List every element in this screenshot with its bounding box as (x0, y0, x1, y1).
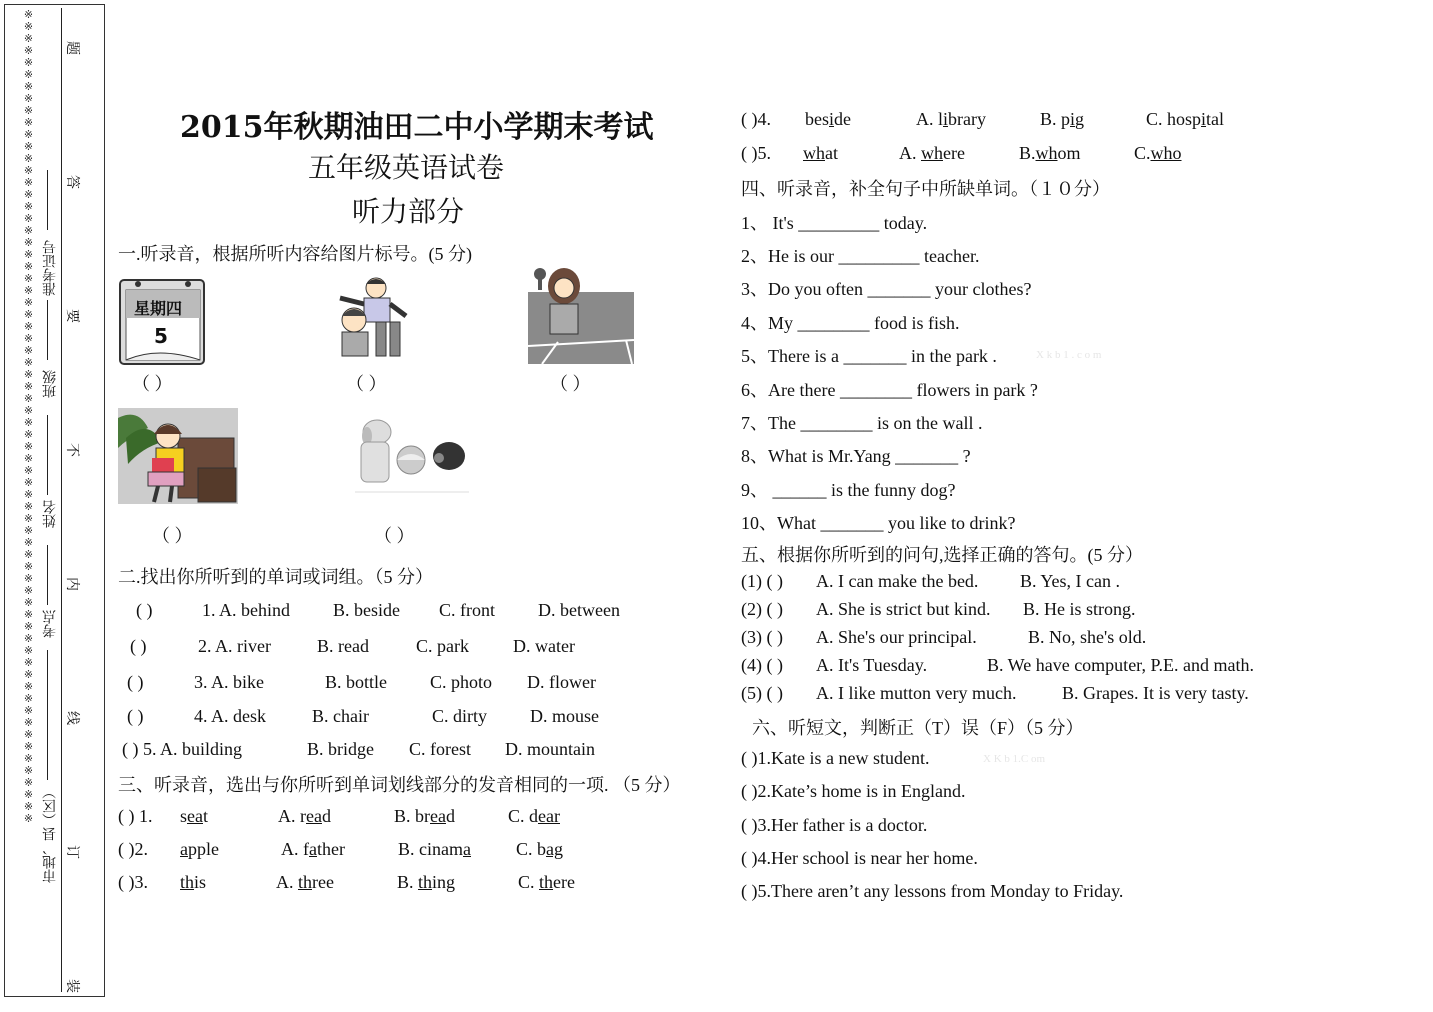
s5-row5-num[interactable]: (5) ( ) (741, 683, 783, 703)
s5-row2-a: A. She is strict but kind. (816, 599, 991, 619)
s2-row1-a: 1. A. behind (202, 600, 290, 620)
field-line (47, 650, 48, 780)
s3-row3-word: this (180, 872, 207, 892)
s2-row5-d: D. mountain (505, 739, 595, 759)
seal-word: 线 (64, 711, 80, 725)
answer-paren[interactable]: （ ） (346, 374, 387, 394)
s5-row3-a: A. She's our principal. (816, 627, 977, 647)
seal-word: 内 (64, 577, 80, 591)
s2-row1-d: D. between (538, 600, 620, 620)
watermark: X K b 1.C om (983, 753, 1046, 765)
s2-row3-b: B. bottle (325, 672, 387, 692)
s3-row3-a: A. three (276, 872, 334, 892)
s6-line: ( )5.There aren’t any lessons from Monday to Friday. (741, 881, 1124, 901)
s2-row5-a[interactable]: ( ) 5. A. building (122, 739, 242, 759)
s2-row3-c: C. photo (430, 672, 493, 692)
s3-row5-b: B.whom (1019, 143, 1081, 163)
s2-row3-d: D. flower (527, 672, 596, 692)
s4-line: 7、The ________ is on the wall . (741, 413, 983, 433)
s3-row1-paren[interactable]: ( ) 1. (118, 806, 153, 826)
field-name: 姓名 (42, 500, 58, 528)
s2-row4-b: B. chair (312, 706, 369, 726)
seal-word: 装 (64, 979, 80, 993)
s2-row2-paren[interactable]: ( ) (130, 636, 147, 656)
s3-row4-a: A. library (916, 109, 986, 129)
s6-line: ( )4.Her school is near her home. (741, 848, 978, 868)
watermark: X k b 1 . c o m (1036, 349, 1102, 361)
s6-line: ( )2.Kate’s home is in England. (741, 781, 966, 801)
s6-line: ( )3.Her father is a doctor. (741, 815, 928, 835)
seal-word: 答 (64, 175, 80, 189)
s3-row5-a: A. where (899, 143, 965, 163)
s3-row5-word: what (803, 143, 838, 163)
s3-row1-a: A. read (278, 806, 331, 826)
s5-row3-b: B. No, she's old. (1028, 627, 1147, 647)
s5-row1-a: A. I can make the bed. (816, 571, 979, 591)
s3-row2-c: C. bag (516, 839, 564, 859)
s5-row5-b: B. Grapes. It is very tasty. (1062, 683, 1249, 703)
s4-line: 6、Are there ________ flowers in park ? (741, 380, 1038, 400)
answer-paren[interactable]: （ ） (374, 526, 415, 546)
s3-row1-b: B. bread (394, 806, 455, 826)
s2-row1-c: C. front (439, 600, 495, 620)
s3-row4-paren[interactable]: ( )4. (741, 109, 771, 129)
s3-row4-b: B. pig (1040, 109, 1085, 129)
s2-row4-d: D. mouse (530, 706, 599, 726)
section6-heading: 六、听短文，判断正（T）误（F）（5 分） (752, 718, 1084, 738)
field-line (47, 170, 48, 230)
s2-row2-b: B. read (317, 636, 369, 656)
s3-row3-b: B. thing (397, 872, 456, 892)
field-exam-site: 考点 (42, 610, 58, 638)
s3-row5-paren[interactable]: ( )5. (741, 143, 771, 163)
field-line (47, 300, 48, 360)
exam-title: 2015年秋期油田二中小学期末考试 (180, 110, 654, 145)
section5-heading: 五、根据你所听到的问句,选择正确的答句。(5 分） (741, 545, 1143, 565)
s5-row4-num[interactable]: (4) ( ) (741, 655, 783, 675)
seal-word: 订 (64, 845, 80, 859)
section4-heading: 四、听录音，补全句子中所缺单词。（１０分） (741, 179, 1110, 199)
s4-line: 5、There is a _______ in the park . (741, 346, 997, 366)
kungfu-picture (330, 276, 410, 360)
s2-row2-d: D. water (513, 636, 575, 656)
pingpong-picture (528, 266, 634, 364)
s2-row2-c: C. park (416, 636, 469, 656)
answer-paren[interactable]: （ ） (132, 374, 173, 394)
s4-line: 2、He is our _________ teacher. (741, 246, 980, 266)
s2-row3-paren[interactable]: ( ) (127, 672, 144, 692)
s2-row1-b: B. beside (333, 600, 400, 620)
s3-row1-word: seat (180, 806, 209, 826)
s3-row4-word: beside (805, 109, 852, 129)
field-city: 市地、县（区） (42, 785, 58, 883)
answer-paren[interactable]: （ ） (152, 526, 193, 546)
seal-word: 题 (64, 41, 80, 55)
dog-ball-picture (355, 418, 469, 494)
field-line (47, 415, 48, 495)
seal-word: 要 (64, 309, 80, 323)
s4-line: 10、What _______ you like to drink? (741, 513, 1016, 533)
s3-row4-c: C. hospital (1146, 109, 1225, 129)
reading-girl-picture (118, 408, 238, 504)
section3-heading: 三、听录音，选出与你所听到单词划线部分的发音相同的一项. （5 分） (118, 775, 681, 795)
s2-row4-paren[interactable]: ( ) (127, 706, 144, 726)
s3-row2-paren[interactable]: ( )2. (118, 839, 148, 859)
section-part-title: 听力部分 (352, 195, 465, 228)
s5-row2-b: B. He is strong. (1023, 599, 1136, 619)
s6-line: ( )1.Kate is a new student. (741, 748, 930, 768)
s3-row2-b: B. cinama (398, 839, 471, 859)
margin-divider (61, 8, 62, 992)
seal-word: 不 (64, 443, 80, 457)
s2-row4-a: 4. A. desk (194, 706, 266, 726)
s5-row4-a: A. It's Tuesday. (816, 655, 928, 675)
exam-subtitle: 五年级英语试卷 (308, 151, 505, 184)
s5-row5-a: A. I like mutton very much. (816, 683, 1017, 703)
s5-row2-num[interactable]: (2) ( ) (741, 599, 783, 619)
s5-row3-num[interactable]: (3) ( ) (741, 627, 783, 647)
s4-line: 1、 It's _________ today. (741, 213, 928, 233)
answer-paren[interactable]: （ ） (550, 374, 591, 394)
field-exam-number: 准考证号 (42, 240, 58, 296)
calendar-picture (118, 276, 208, 368)
s2-row5-c: C. forest (409, 739, 471, 759)
s5-row1-b: B. Yes, I can . (1020, 571, 1121, 591)
section2-heading: 二.找出你所听到的单词或词组。（5 分） (118, 567, 433, 587)
s2-row1-paren[interactable]: ( ) (136, 600, 153, 620)
s3-row3-paren[interactable]: ( )3. (118, 872, 148, 892)
s4-line: 8、What is Mr.Yang _______ ? (741, 446, 971, 466)
s2-row2-a: 2. A. river (198, 636, 271, 656)
s3-row2-word: apple (180, 839, 219, 859)
calendar-weekday: 星期四 (134, 299, 183, 318)
field-line (47, 545, 48, 605)
s2-row4-c: C. dirty (432, 706, 488, 726)
section1-heading: 一.听录音，根据所听内容给图片标号。(5 分) (118, 244, 472, 264)
s2-row5-b: B. bridge (307, 739, 374, 759)
s4-line: 4、My ________ food is fish. (741, 313, 960, 333)
s5-row1-num[interactable]: (1) ( ) (741, 571, 783, 591)
calendar-day: 5 (154, 324, 168, 348)
s4-line: 9、 ______ is the funny dog? (741, 480, 956, 500)
s2-row3-a: 3. A. bike (194, 672, 264, 692)
star-border: ※※※※※※※※※※※※※※※※※※※※※※※※※※※※※※※※※※※※※※※※※※※※※※※※※※※※※※※※※※※※※※※※※※※※ (22, 8, 34, 824)
s3-row3-c: C. there (518, 872, 576, 892)
s3-row2-a: A. father (281, 839, 345, 859)
s5-row4-b: B. We have computer, P.E. and math. (987, 655, 1254, 675)
field-class: 班级 (42, 370, 58, 398)
s4-line: 3、Do you often _______ your clothes? (741, 279, 1032, 299)
s3-row5-c: C.who (1134, 143, 1182, 163)
s3-row1-c: C. dear (508, 806, 560, 826)
